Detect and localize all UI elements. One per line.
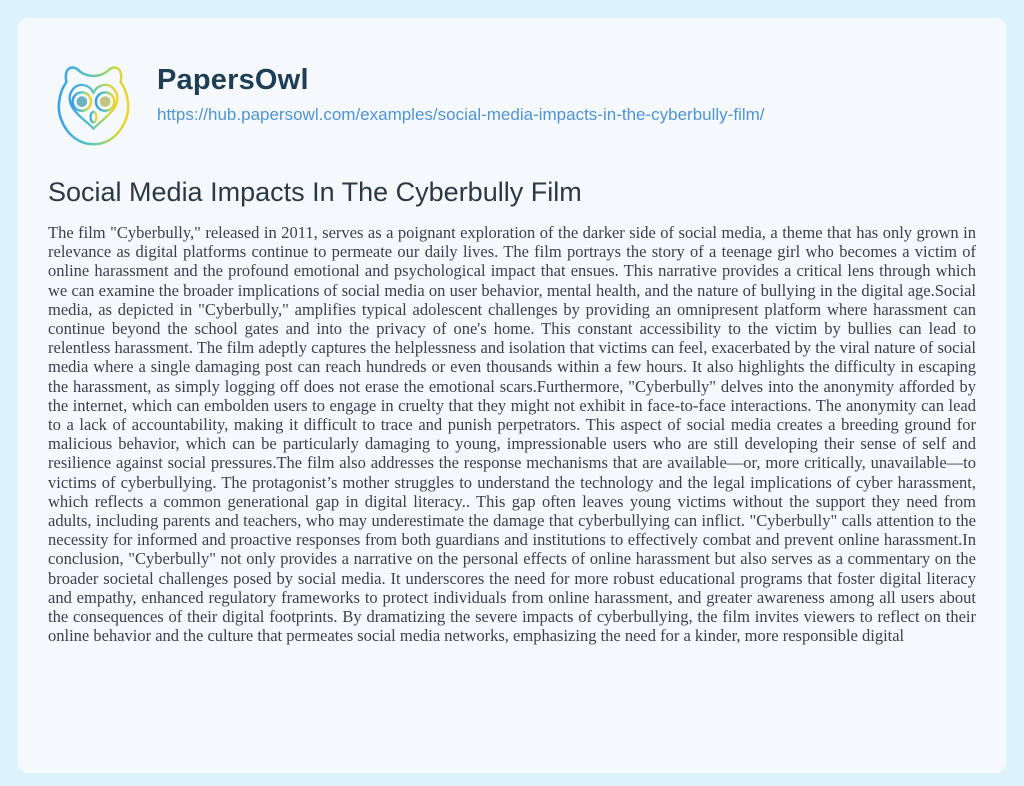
- article: [18, 177, 1006, 645]
- essay-body: The film "Cyberbully," released in 2011, serves as a poignant exploration of the darker side of social media, a theme that has only grown in relevance as digital platforms continue to permeate our daily lives. The film portrays the story of a teenage girl who becomes a victim of online harassment and the profound emotional and psychological impact that ensues. This narrative provides a critical lens through which we can examine the broader implications of social media on user behavior, mental health, and the nature of bullying in the digital age.Social media, as depicted in "Cyberbully," amplifies typical adolescent challenges by providing an omnipresent platform where harassment can continue beyond the school gates and into the privacy of one's home. This constant accessibility to the victim by bullies can lead to relentless harassment. The film adeptly captures the helplessness and isolation that victims can feel, exacerbated by the viral nature of social media where a single damaging post can reach hundreds or even thousands within a few hours. It also highlights the difficulty in escaping the harassment, as simply logging off does not erase the emotional scars.Furthermore, "Cyberbully" delves into the anonymity afforded by the internet, which can embolden users to engage in cruelty that they might not exhibit in face-to-face interactions. The anonymity can lead to a lack of accountability, making it difficult to trace and punish perpetrators. This aspect of social media creates a breeding ground for malicious behavior, which can be particularly damaging to young, impressionable users who are still developing their sense of self and resilience against social pressures.The film also addresses the response mechanisms that are available—or, more critically, unavailable—to victims of cyberbullying. The protagonist’s mother struggles to understand the technology and the legal implications of cyber harassment, which reflects a common generational gap in digital literacy.. This gap often leaves young victims without the support they need from adults, including parents and teachers, who may underestimate the damage that cyberbullying can inflict. "Cyberbully" calls attention to the necessity for informed and proactive responses from both guardians and institutions to effectively combat and prevent online harassment.In conclusion, "Cyberbully" not only provides a narrative on the personal effects of online harassment but also serves as a commentary on the broader societal challenges posed by social media. It underscores the need for more robust educational programs that foster digital literacy and empathy, enhanced regulatory frameworks to protect individuals from online harassment, and greater awareness among all users about the consequences of their digital footprints. By dramatizing the severe impacts of cyberbullying, the film invites viewers to reflect on their online behavior and the culture that permeates social media networks, emphasizing the need for a kinder, more responsible digital: [48, 223, 976, 646]
- page-title: Social Media Impacts In The Cyberbully Film: [48, 177, 582, 207]
- page-url-link[interactable]: https://hub.papersowl.com/examples/social-media-impacts-in-the-cyberbully-film/: [157, 105, 765, 124]
- brand-name: PapersOwl: [157, 64, 309, 96]
- brand-block: [157, 56, 765, 125]
- site-header: [18, 18, 1006, 153]
- content-card: [18, 18, 1006, 773]
- owl-icon: [45, 56, 142, 153]
